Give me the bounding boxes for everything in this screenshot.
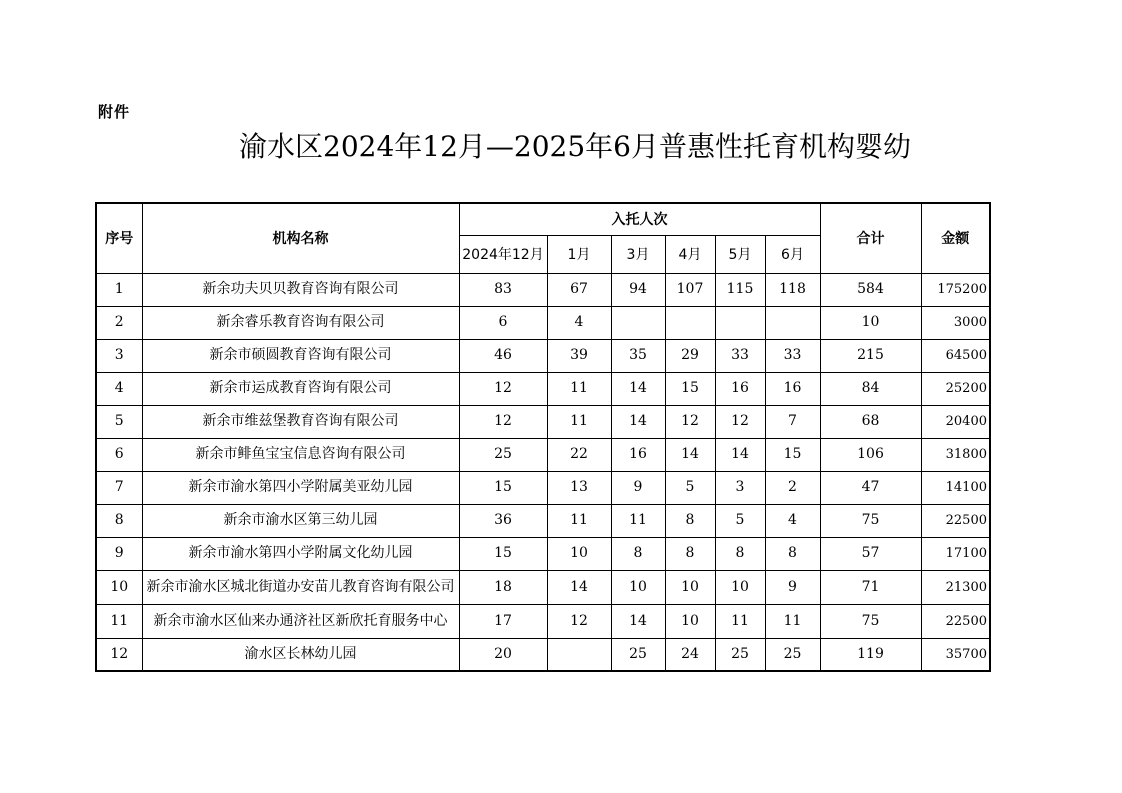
seq-cell: 11 <box>96 604 142 638</box>
month-cell: 67 <box>547 273 611 306</box>
header-month: 5月 <box>715 235 765 273</box>
month-cell: 3 <box>715 471 765 504</box>
month-cell: 29 <box>665 339 715 372</box>
institution-name-cell: 新余市渝水第四小学附属美亚幼儿园 <box>142 471 459 504</box>
month-cell: 107 <box>665 273 715 306</box>
month-cell: 10 <box>665 604 715 638</box>
total-cell: 71 <box>820 570 921 604</box>
month-cell: 11 <box>547 504 611 537</box>
attachment-label: 附件 <box>98 103 131 121</box>
institution-name-cell: 新余市运成教育咨询有限公司 <box>142 372 459 405</box>
month-cell: 8 <box>611 537 665 570</box>
amount-cell: 3000 <box>921 306 990 339</box>
total-cell: 75 <box>820 504 921 537</box>
table-row <box>96 339 990 372</box>
seq-cell: 6 <box>96 438 142 471</box>
seq-cell: 7 <box>96 471 142 504</box>
month-cell: 7 <box>765 405 820 438</box>
month-cell: 13 <box>547 471 611 504</box>
month-cell <box>765 306 820 339</box>
institution-name-cell: 新余市渝水区城北街道办安苗儿教育咨询有限公司 <box>142 570 459 604</box>
institution-name-cell: 新余市渝水区第三幼儿园 <box>142 504 459 537</box>
month-cell: 16 <box>715 372 765 405</box>
institution-name-cell: 新余市维兹堡教育咨询有限公司 <box>142 405 459 438</box>
institution-name-clip: 新余市渝水区仙来办通济社区新欣托育服务中心 <box>153 613 448 629</box>
month-cell: 14 <box>611 372 665 405</box>
header-month: 6月 <box>765 235 820 273</box>
institution-name-cell: 新余市硕圆教育咨询有限公司 <box>142 339 459 372</box>
table-row <box>96 372 990 405</box>
table-row <box>96 537 990 570</box>
header-month: 3月 <box>611 235 665 273</box>
table-row <box>96 273 990 306</box>
amount-cell: 31800 <box>921 438 990 471</box>
seq-cell: 12 <box>96 638 142 671</box>
amount-cell: 22500 <box>921 604 990 638</box>
month-cell: 4 <box>765 504 820 537</box>
header-month: 2024年12月 <box>459 235 547 273</box>
month-cell <box>547 638 611 671</box>
table-row <box>96 471 990 504</box>
month-cell: 18 <box>459 570 547 604</box>
total-cell: 119 <box>820 638 921 671</box>
institution-name-cell: 新余睿乐教育咨询有限公司 <box>142 306 459 339</box>
month-cell: 2 <box>765 471 820 504</box>
month-cell: 14 <box>611 405 665 438</box>
month-cell: 11 <box>765 604 820 638</box>
institution-name-cell: 新余市渝水第四小学附属文化幼儿园 <box>142 537 459 570</box>
seq-cell: 3 <box>96 339 142 372</box>
month-cell: 10 <box>665 570 715 604</box>
month-cell: 14 <box>611 604 665 638</box>
amount-cell: 25200 <box>921 372 990 405</box>
header-seq: 序号 <box>96 203 142 273</box>
institution-name-cell: 新余功夫贝贝教育咨询有限公司 <box>142 273 459 306</box>
total-cell: 215 <box>820 339 921 372</box>
amount-cell: 17100 <box>921 537 990 570</box>
amount-cell: 35700 <box>921 638 990 671</box>
seq-cell: 2 <box>96 306 142 339</box>
month-cell: 25 <box>459 438 547 471</box>
month-cell <box>611 306 665 339</box>
amount-cell: 175200 <box>921 273 990 306</box>
header-amount: 金额 <box>921 203 990 273</box>
month-cell: 17 <box>459 604 547 638</box>
month-cell: 8 <box>765 537 820 570</box>
total-cell: 584 <box>820 273 921 306</box>
table-row <box>96 604 990 638</box>
month-cell: 14 <box>715 438 765 471</box>
enrollment-table <box>95 202 991 672</box>
month-cell: 10 <box>547 537 611 570</box>
table-row <box>96 504 990 537</box>
month-cell: 8 <box>715 537 765 570</box>
institution-name-cell: 渝水区长林幼儿园 <box>142 638 459 671</box>
month-cell: 20 <box>459 638 547 671</box>
table-row <box>96 306 990 339</box>
table-row <box>96 638 990 671</box>
total-cell: 84 <box>820 372 921 405</box>
month-cell: 9 <box>765 570 820 604</box>
total-cell: 10 <box>820 306 921 339</box>
seq-cell: 4 <box>96 372 142 405</box>
month-cell: 9 <box>611 471 665 504</box>
month-cell: 15 <box>665 372 715 405</box>
month-cell: 11 <box>547 372 611 405</box>
month-cell: 16 <box>765 372 820 405</box>
month-cell: 25 <box>765 638 820 671</box>
month-cell: 83 <box>459 273 547 306</box>
month-cell: 33 <box>765 339 820 372</box>
month-cell: 25 <box>715 638 765 671</box>
month-cell: 35 <box>611 339 665 372</box>
month-cell: 33 <box>715 339 765 372</box>
month-cell: 14 <box>665 438 715 471</box>
month-cell: 12 <box>459 372 547 405</box>
month-cell: 24 <box>665 638 715 671</box>
month-cell: 25 <box>611 638 665 671</box>
amount-cell: 22500 <box>921 504 990 537</box>
amount-cell: 64500 <box>921 339 990 372</box>
month-cell: 8 <box>665 537 715 570</box>
document-title: 渝水区2024年12月—2025年6月普惠性托育机构婴幼 <box>239 130 911 163</box>
seq-cell: 10 <box>96 570 142 604</box>
month-cell: 115 <box>715 273 765 306</box>
header-month: 4月 <box>665 235 715 273</box>
month-cell: 5 <box>715 504 765 537</box>
header-total: 合计 <box>820 203 921 273</box>
month-cell: 94 <box>611 273 665 306</box>
month-cell: 15 <box>765 438 820 471</box>
amount-cell: 20400 <box>921 405 990 438</box>
month-cell: 12 <box>715 405 765 438</box>
month-cell: 36 <box>459 504 547 537</box>
total-cell: 68 <box>820 405 921 438</box>
month-cell: 11 <box>715 604 765 638</box>
total-cell: 57 <box>820 537 921 570</box>
month-cell: 14 <box>547 570 611 604</box>
month-cell: 46 <box>459 339 547 372</box>
table-row <box>96 405 990 438</box>
seq-cell: 5 <box>96 405 142 438</box>
month-cell: 15 <box>459 537 547 570</box>
month-cell: 6 <box>459 306 547 339</box>
institution-name-cell: 新余市鲱鱼宝宝信息咨询有限公司 <box>142 438 459 471</box>
table-header-row <box>96 203 990 235</box>
month-cell: 12 <box>547 604 611 638</box>
month-cell: 16 <box>611 438 665 471</box>
month-cell: 10 <box>715 570 765 604</box>
month-cell: 15 <box>459 471 547 504</box>
month-cell: 118 <box>765 273 820 306</box>
month-cell <box>665 306 715 339</box>
table-row <box>96 570 990 604</box>
seq-cell: 1 <box>96 273 142 306</box>
month-cell: 22 <box>547 438 611 471</box>
month-cell: 5 <box>665 471 715 504</box>
month-cell: 10 <box>611 570 665 604</box>
total-cell: 75 <box>820 604 921 638</box>
header-institution-name: 机构名称 <box>142 203 459 273</box>
month-cell: 39 <box>547 339 611 372</box>
month-cell: 11 <box>547 405 611 438</box>
total-cell: 47 <box>820 471 921 504</box>
month-cell: 11 <box>611 504 665 537</box>
month-cell: 12 <box>459 405 547 438</box>
header-month: 1月 <box>547 235 611 273</box>
amount-cell: 14100 <box>921 471 990 504</box>
table-row <box>96 438 990 471</box>
month-cell: 8 <box>665 504 715 537</box>
amount-cell: 21300 <box>921 570 990 604</box>
total-cell: 106 <box>820 438 921 471</box>
month-cell <box>715 306 765 339</box>
seq-cell: 9 <box>96 537 142 570</box>
seq-cell: 8 <box>96 504 142 537</box>
header-enrollment-group: 入托人次 <box>459 203 820 235</box>
month-cell: 12 <box>665 405 715 438</box>
month-cell: 4 <box>547 306 611 339</box>
institution-name-cell <box>142 604 459 638</box>
